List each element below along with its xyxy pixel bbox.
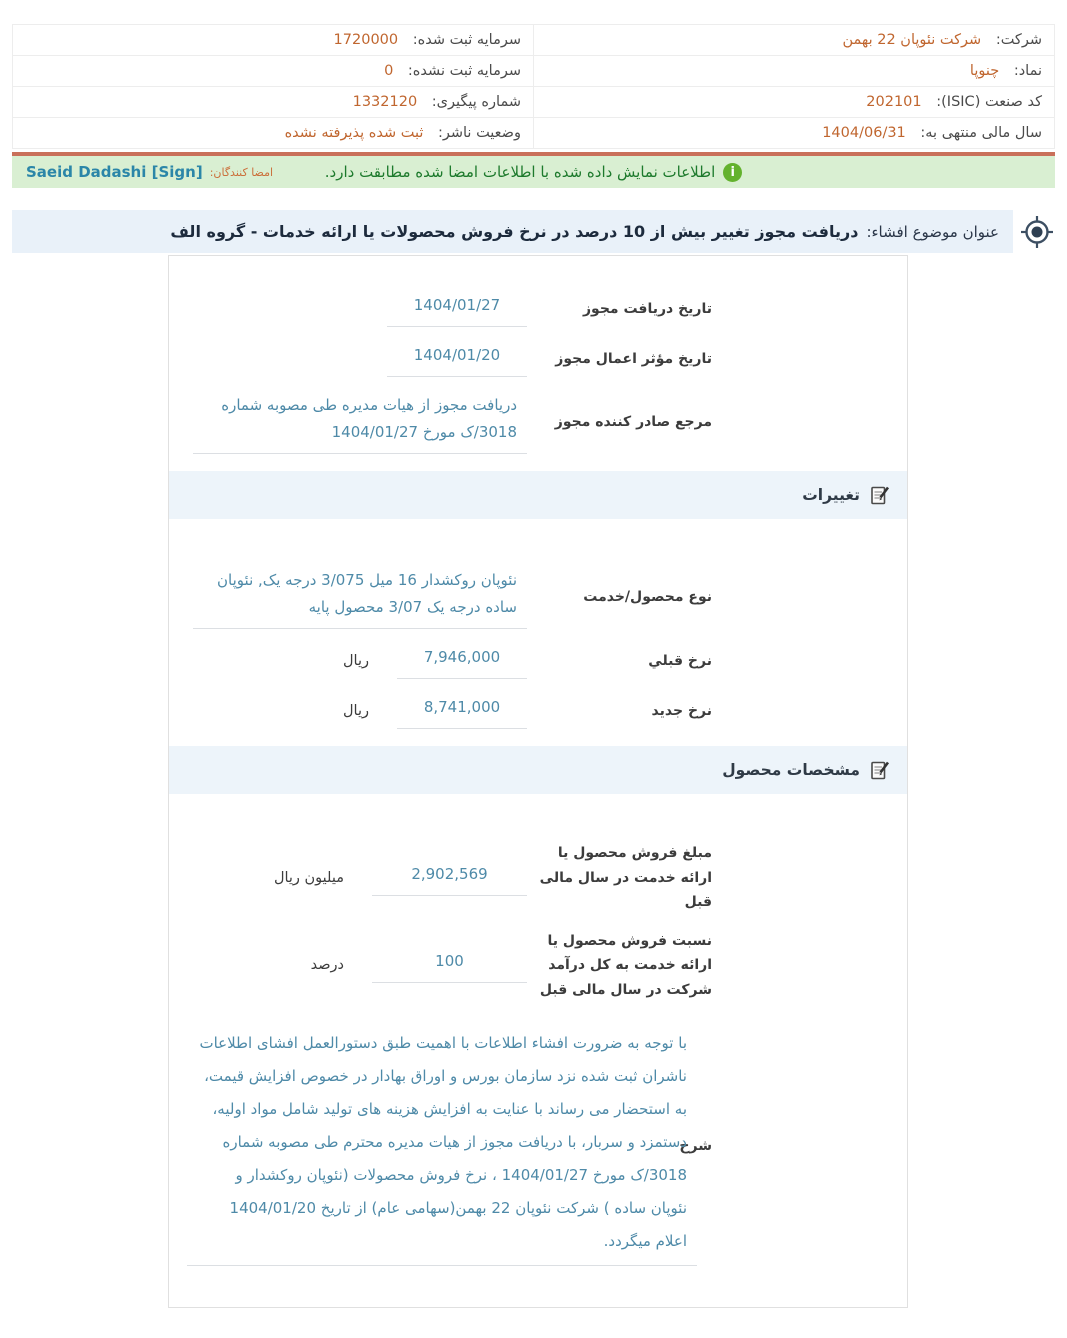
company-value: شرکت نئوپان 22 بهمن	[842, 32, 982, 48]
signature-message	[325, 163, 742, 182]
field-sales-ratio	[169, 922, 907, 1010]
signers	[26, 163, 273, 181]
publisher-status-cell	[13, 118, 534, 149]
field-sales-amount	[169, 834, 907, 922]
sales-ratio-value: 100	[372, 947, 527, 983]
sales-ratio-unit: درصد	[310, 957, 344, 974]
field-previous-rate	[169, 636, 907, 686]
effective-date-value: 1404/01/20	[387, 341, 527, 377]
field-new-rate	[169, 686, 907, 736]
subject-row	[12, 210, 1055, 253]
previous-rate-label: نرخ قبلي	[648, 652, 712, 669]
memo-icon	[869, 484, 891, 506]
new-rate-unit: ریال	[343, 703, 369, 719]
company-cell	[534, 25, 1055, 56]
sales-ratio-label: نسبت فروش محصول یا ارائه خدمت به کل درآمد شرکت در سال مالی قبل	[539, 932, 712, 998]
memo-icon	[869, 759, 891, 781]
registered-capital-cell	[13, 25, 534, 56]
table-row	[13, 25, 1055, 56]
symbol-label: نماد:	[1013, 63, 1042, 79]
unregistered-capital-cell	[13, 56, 534, 87]
field-product-type	[169, 559, 907, 636]
product-type-value: نئوپان روکشدار 16 میل 3/075 درجه یک, نئوپان ساده درجه یک 3/07 محصول پایه	[193, 566, 527, 629]
symbol-cell	[534, 56, 1055, 87]
signer-link[interactable]: Saeid Dadashi [Sign]	[26, 163, 203, 181]
field-permit-date	[169, 284, 907, 334]
table-row	[13, 118, 1055, 149]
sales-amount-unit: میلیون ریال	[273, 869, 344, 886]
fiscal-year-value: 1404/06/31	[822, 125, 906, 141]
signature-status-bar	[12, 152, 1055, 188]
isic-code-label: کد صنعت (ISIC):	[936, 94, 1042, 110]
unregistered-capital-label: سرمایه ثبت نشده:	[407, 63, 521, 79]
section-changes-title: تغییرات	[802, 486, 860, 504]
registered-capital-value: 1720000	[333, 32, 399, 48]
isic-code-value: 202101	[866, 94, 922, 110]
signers-label: امضا کنندگان:	[209, 165, 274, 179]
isic-code-cell	[534, 87, 1055, 118]
tracking-number-cell	[13, 87, 534, 118]
new-rate-value: 8,741,000	[397, 693, 527, 729]
symbol-value: چنوپا	[969, 63, 1000, 79]
previous-rate-value: 7,946,000	[397, 643, 527, 679]
fiscal-year-label: سال مالی منتهی به:	[920, 125, 1042, 141]
target-icon	[1019, 214, 1055, 250]
product-type-label: نوع محصول/خدمت	[583, 589, 712, 606]
subject-title: دریافت مجوز تغییر بیش از 10 درصد در نرخ فروش محصولات یا ارائه خدمات - گروه الف	[170, 222, 859, 241]
publisher-status-value: ثبت شده پذیرفته نشده	[284, 125, 424, 141]
table-row	[13, 56, 1055, 87]
tracking-number-label: شماره پیگیری:	[431, 94, 521, 110]
company-label: شرکت:	[995, 32, 1042, 48]
description-label: شرح	[679, 1137, 712, 1154]
table-row	[13, 87, 1055, 118]
unregistered-capital-value: 0	[384, 63, 394, 79]
section-product-specs	[169, 746, 907, 794]
issuer-label: مرجع صادر کننده مجوز	[554, 414, 712, 431]
previous-rate-unit: ریال	[343, 653, 369, 669]
disclosure-panel	[168, 255, 908, 1308]
subject-bar	[12, 210, 1013, 253]
field-effective-date	[169, 334, 907, 384]
publisher-status-label: وضعیت ناشر:	[437, 125, 521, 141]
fiscal-year-cell	[534, 118, 1055, 149]
section-product-specs-title: مشخصات محصول	[722, 761, 860, 779]
company-info-table	[12, 24, 1055, 149]
sales-amount-value: 2,902,569	[372, 860, 527, 896]
field-issuer	[169, 384, 907, 461]
registered-capital-label: سرمایه ثبت شده:	[412, 32, 521, 48]
description-value: با توجه به ضرورت افشاء اطلاعات با اهمیت طبق دستورالعمل افشای اطلاعات ناشران ثبت شده نزد سازمان بورس و اوراق بهادار در خصوص افزایش قیمت، به استحضار می رساند با عنایت به افزایش هزینه های تولید شامل مواد اولیه، دستمزد و سربار، با دریافت مجوز از هیات مدیره محترم طی مصوبه شماره 3018/ک مورخ 1404/01/27 ، نرخ فروش محصولات (نئوپان روکشدار و نئوپان ساده ) شرکت نئوپان 22 بهمن(سهامی عام) از تاریخ 1404/01/20 اعلام میگردد.	[187, 1026, 697, 1266]
permit-date-label: تاریخ دریافت مجوز	[582, 300, 712, 317]
issuer-value: دریافت مجوز از هیات مدیره طی مصوبه شماره 3018/ک مورخ 1404/01/27	[193, 391, 527, 454]
signature-message-text: اطلاعات نمایش داده شده با اطلاعات امضا شده مطابقت دارد.	[324, 163, 716, 181]
effective-date-label: تاریخ مؤثر اعمال مجوز	[555, 350, 712, 367]
permit-date-value: 1404/01/27	[387, 291, 527, 327]
sales-amount-label: مبلغ فروش محصول یا ارائه خدمت در سال مالی قبل	[539, 845, 712, 910]
field-description	[169, 1019, 907, 1273]
section-changes	[169, 471, 907, 519]
subject-label: عنوان موضوع افشاء:	[866, 223, 999, 241]
new-rate-label: نرخ جدید	[651, 702, 712, 719]
tracking-number-value: 1332120	[352, 94, 418, 110]
info-icon: i	[723, 163, 742, 182]
